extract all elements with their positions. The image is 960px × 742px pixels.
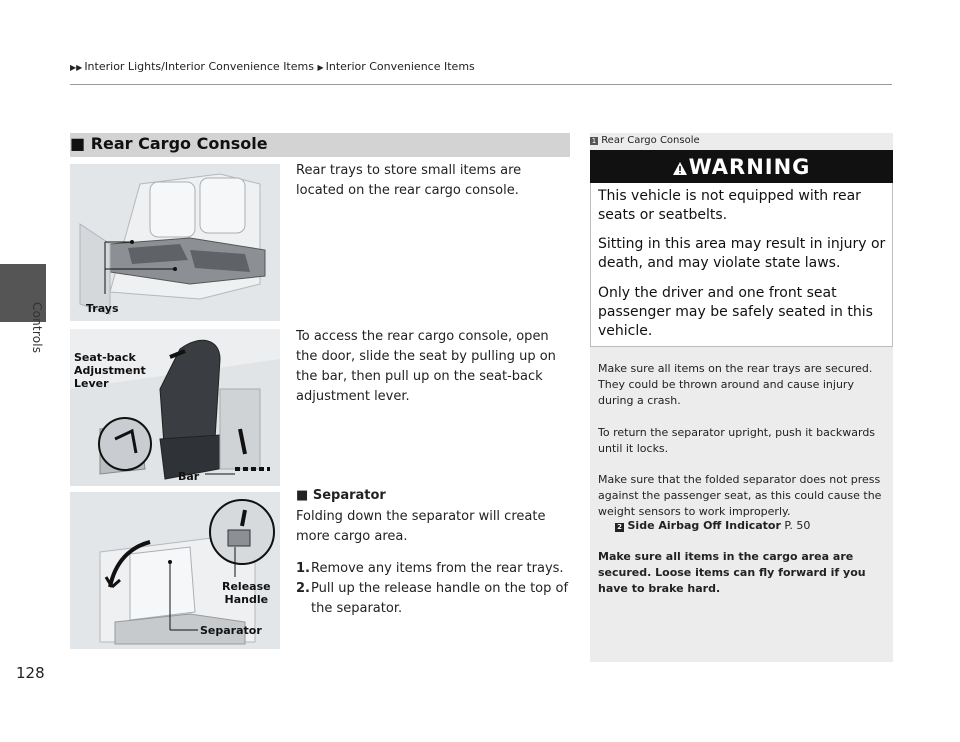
- header-divider: [70, 84, 892, 85]
- step-item: [296, 579, 571, 619]
- cross-reference-link[interactable]: [615, 519, 810, 532]
- section-title-text: Rear Cargo Console: [90, 134, 268, 153]
- separator-heading: [296, 488, 386, 503]
- note-paragraph: Make sure that the folded separator does not press against the passenger seat, as this could cause the weight sensors to work improperly.: [598, 473, 882, 518]
- step-text: Pull up the release handle on the top of the separator.: [311, 581, 569, 616]
- lever-label-line1: Seat-back: [74, 351, 136, 364]
- lever-label-line2: Adjustment: [74, 364, 146, 377]
- warning-line: This vehicle is not equipped with rear seats or seatbelts.: [598, 188, 861, 223]
- lever-label: [74, 351, 146, 390]
- page-number: 128: [16, 664, 45, 682]
- reference-page: P. 50: [784, 519, 811, 532]
- release-label-line1: Release: [222, 580, 271, 593]
- separator-illustration: [70, 492, 280, 649]
- breadcrumb-level2[interactable]: Interior Convenience Items: [325, 60, 475, 73]
- separator-heading-text: Separator: [312, 488, 386, 503]
- arrow-icon: ▶: [317, 63, 324, 72]
- bold-note: Make sure all items in the cargo area are secured. Loose items can fly forward if you have to brake hard.: [598, 550, 866, 595]
- note-marker-icon: 1: [591, 137, 597, 145]
- intro-paragraph: Rear trays to store small items are located on the rear cargo console.: [296, 163, 522, 198]
- breadcrumb: [70, 60, 475, 73]
- note-paragraph: To return the separator upright, push it backwards until it locks.: [598, 426, 876, 455]
- release-handle-label: [222, 580, 271, 606]
- warning-line: Only the driver and one front seat passenger may be safely seated in this vehicle.: [598, 285, 873, 339]
- warning-title-text: WARNING: [688, 155, 811, 179]
- notes-header: [590, 135, 700, 146]
- breadcrumb-level1[interactable]: Interior Lights/Interior Convenience Items: [84, 60, 314, 73]
- separator-paragraph: Folding down the separator will create more cargo area.: [296, 509, 546, 544]
- bar-label: Bar: [178, 470, 200, 483]
- step-text: Remove any items from the rear trays.: [311, 561, 564, 576]
- release-label-line2: Handle: [224, 593, 269, 606]
- notes-header-text: Rear Cargo Console: [601, 135, 700, 146]
- double-arrow-icon: ▶▶: [70, 63, 83, 72]
- reference-title: Side Airbag Off Indicator: [627, 519, 781, 532]
- lever-label-line3: Lever: [74, 377, 109, 390]
- access-paragraph: To access the rear cargo console, open the door, slide the seat by pulling up on the bar, then pull up on the seat-back adjustment lever.: [296, 329, 556, 404]
- separator-label: Separator: [200, 624, 262, 637]
- trays-label: Trays: [86, 302, 119, 315]
- seat-illustration: [70, 329, 280, 486]
- step-item: [296, 559, 571, 579]
- step-number: 2.: [296, 581, 310, 596]
- step-number: 1.: [296, 561, 310, 576]
- square-bullet-icon: ■: [70, 134, 86, 153]
- square-bullet-icon: ■: [296, 488, 309, 503]
- reference-arrow-icon: 2: [615, 523, 624, 532]
- section-title: [70, 134, 268, 153]
- note-paragraph: Make sure all items on the rear trays are secured. They could be thrown around and cause injury during a crash.: [598, 362, 873, 407]
- trays-illustration: [70, 164, 280, 321]
- warning-line: Sitting in this area may result in injury or death, and may violate state laws.: [598, 236, 886, 271]
- warning-triangle-icon: [673, 162, 687, 175]
- chapter-label: Controls: [30, 302, 44, 354]
- warning-title: [590, 155, 893, 179]
